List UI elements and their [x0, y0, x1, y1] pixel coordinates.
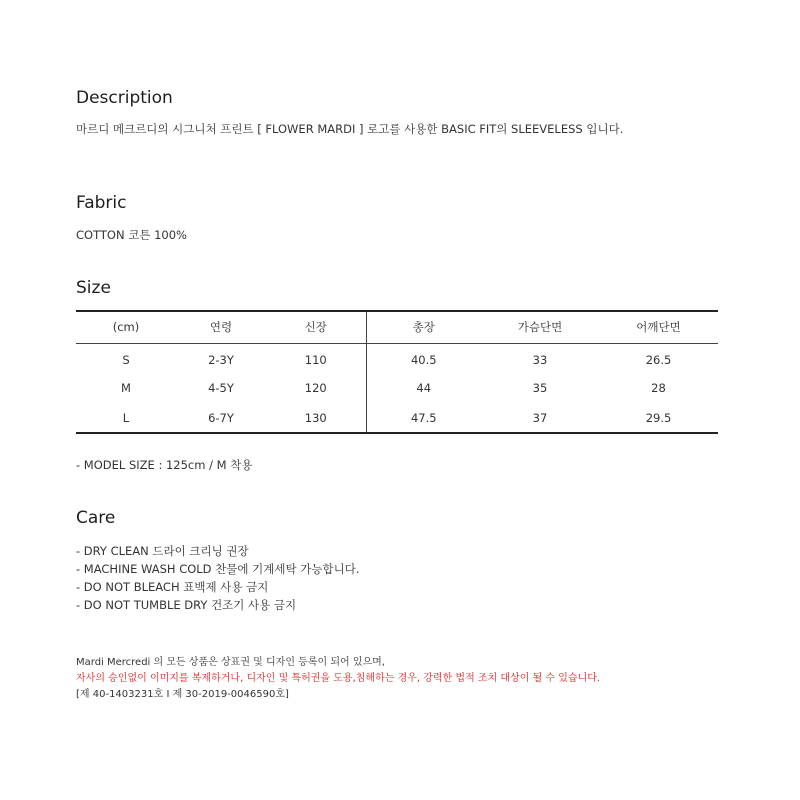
copyright-notice — [76, 655, 600, 703]
column-header: 어깨단면 — [636, 320, 681, 335]
care-heading: Care — [76, 508, 116, 528]
table-cell: 2-3Y — [208, 353, 234, 368]
care-item: - DRY CLEAN 드라이 크리닝 권장 — [76, 544, 249, 558]
table-cell: 6-7Y — [208, 410, 234, 425]
size-table — [76, 310, 718, 434]
care-item: - DO NOT TUMBLE DRY 건조기 사용 금지 — [76, 598, 297, 612]
care-item: - MACHINE WASH COLD 찬물에 기계세탁 가능합니다. — [76, 562, 360, 576]
size-heading: Size — [76, 278, 111, 298]
table-cell: 130 — [266, 403, 366, 433]
care-item: - DO NOT BLEACH 표백제 사용 금지 — [76, 580, 269, 594]
table-cell: L — [122, 410, 130, 425]
table-cell: 29.5 — [645, 410, 672, 425]
table-cell: 40.5 — [410, 353, 437, 368]
table-cell: 37 — [532, 410, 548, 425]
notice-warning: 자사의 승인없이 이미지를 복제하거나, 디자인 및 특허권을 도용,침해하는 경우, 강력한 법적 조치 대상이 될 수 있습니다. — [76, 673, 601, 684]
table-cell: 26.5 — [645, 353, 672, 368]
fabric-heading: Fabric — [76, 193, 127, 213]
table-row — [76, 343, 718, 373]
column-header: 가슴단면 — [517, 320, 563, 335]
table-row — [76, 403, 718, 433]
column-header: 신장 — [266, 311, 366, 343]
column-header: 연령 — [209, 320, 233, 335]
table-cell: S — [122, 353, 130, 368]
table-cell: 28 — [651, 381, 666, 395]
registration-numbers: [제 40-1403231호 I 제 30-2019-0046590호] — [76, 689, 289, 700]
table-cell: 47.5 — [410, 410, 437, 425]
table-row — [76, 373, 718, 403]
table-cell: 44 — [416, 381, 432, 395]
description-text: 마르디 메크르디의 시그니처 프린트 [ FLOWER MARDI ] 로고를 사용한 BASIC FIT의 SLEEVELESS 입니다. — [76, 122, 624, 136]
column-header: (cm) — [112, 320, 140, 335]
fabric-text: COTTON 코튼 100% — [76, 228, 187, 242]
size-table-header — [76, 311, 718, 343]
notice-line: Mardi Mercredi 의 모든 상품은 상표권 및 디자인 등록이 되어 있으며, — [76, 657, 385, 668]
table-cell: M — [121, 381, 131, 395]
table-cell: 4-5Y — [208, 381, 234, 395]
table-cell: 120 — [266, 373, 366, 403]
column-header: 총장 — [412, 320, 435, 335]
care-list — [76, 542, 359, 614]
table-cell: 110 — [266, 343, 366, 373]
table-cell: 35 — [532, 381, 548, 395]
model-size-note: - MODEL SIZE : 125cm / M 착용 — [76, 458, 253, 472]
description-heading: Description — [76, 88, 173, 108]
table-cell: 33 — [532, 353, 548, 368]
